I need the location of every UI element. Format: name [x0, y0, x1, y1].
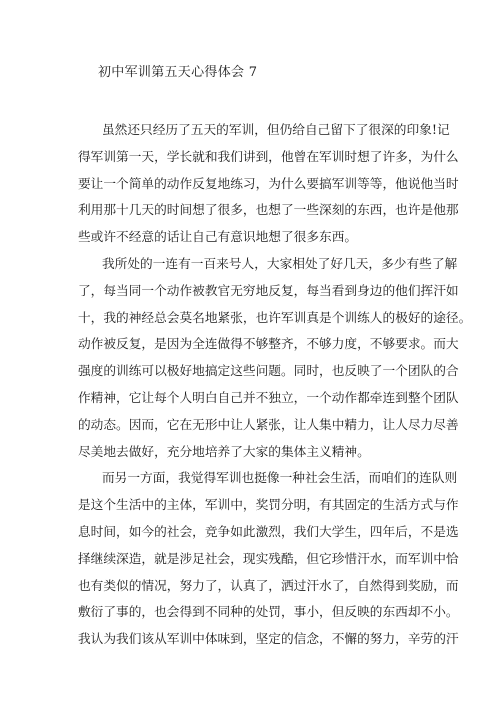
- paragraph-line: 的动态。因而，它在无形中让人紧张，让人集中精力，让人尽力尽善: [78, 416, 459, 432]
- paragraph-1: [78, 117, 459, 251]
- paragraph-line: 些或许不经意的话让自己有意识地想了很多东西。: [78, 229, 358, 245]
- paragraph-line: 了，每当同一个动作被教官无穷地反复，每当看到身边的他们挥汗如: [78, 282, 459, 298]
- paragraph-line: 尽美地去做好，充分地培养了大家的集体主义精神。: [78, 443, 370, 459]
- paragraph-line: 也有类似的情况，努力了，认真了，洒过汗水了，自然得到奖励，而: [78, 577, 459, 593]
- document-title: 初中军训第五天心得体会 7: [98, 65, 258, 80]
- paragraph-line: 是这个生活中的主体，军训中，奖罚分明，有其固定的生活方式与作: [78, 497, 459, 513]
- paragraph-line: 我所处的一连有一百来号人，大家相处了好几天，多少有些了解: [102, 255, 458, 271]
- paragraph-line: 要让一个简单的动作反复地练习，为什么要搞军训等等，他说他当时: [78, 175, 459, 191]
- paragraph-line: 虽然还只经历了五天的军训，但仍给自己留下了很深的印象!记: [102, 122, 450, 137]
- paragraph-line: 而另一方面，我觉得军训也挺像一种社会生活，而咱们的连队则: [102, 470, 458, 486]
- paragraph-line: 强度的训练可以极好地搞定这些问题。同时，也反映了一个团队的合: [78, 363, 459, 379]
- paragraph-line: 我认为我们该从军训中体味到，坚定的信念，不懈的努力，辛劳的汗: [78, 631, 459, 647]
- paragraph-line: 择继续深造，就是涉足社会，现实残酷，但它珍惜汗水，而军训中恰: [78, 550, 459, 566]
- paragraph-line: 得军训第一天，学长就和我们讲到，他曾在军训时想了许多，为什么: [78, 148, 459, 164]
- paragraph-line: 十，我的神经总会莫名地紧张，也许军训真是个训练人的极好的途径。: [78, 309, 472, 325]
- paragraph-3: [78, 465, 459, 653]
- paragraph-line: 作精神，它让每个人明白自己并不独立，一个动作都牵连到整个团队: [78, 389, 459, 405]
- paragraph-2: [78, 251, 472, 465]
- document-body: [78, 117, 472, 653]
- paragraph-line: 敷衍了事的，也会得到不同种的处罚，事小，但反映的东西却不小。: [78, 604, 459, 620]
- paragraph-line: 息时间，如今的社会，竞争如此激烈，我们大学生，四年后，不是选: [78, 523, 459, 539]
- paragraph-line: 动作被反复，是因为全连做得不够整齐，不够力度，不够要求。而大: [78, 336, 459, 352]
- paragraph-line: 利用那十几天的时间想了很多，也想了一些深刻的东西，也许是他那: [78, 202, 459, 218]
